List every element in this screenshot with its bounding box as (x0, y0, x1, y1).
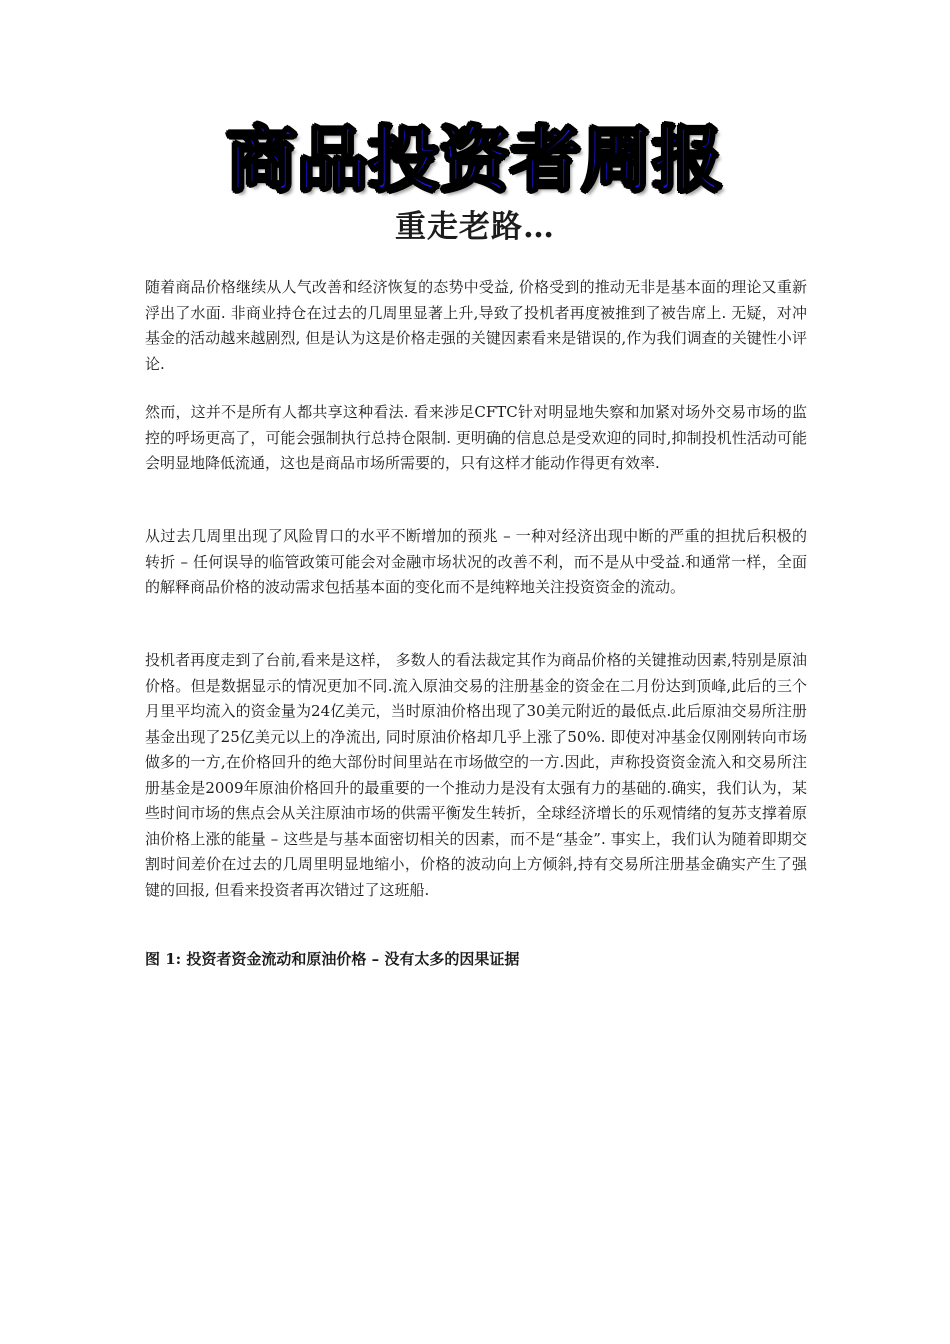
article-paragraph-4: 投机者再度走到了台前,看来是这样， 多数人的看法裁定其作为商品价格的关键推动因素,特别是原油价格。但是数据显示的情况更加不同.流入原油交易的注册基金的资金在二月份达到顶峰,此后的三个月里平均流入的资金量为24亿美元，当时原油价格出现了30美元附近的最低点.此后原油交易所注册基金出现了25亿美元以上的净流出, 同时原油价格却几乎上涨了50%. 即使对冲基金仅刚刚转向市场做多的一方,在价格回升的绝大部份时间里站在市场做空的一方.因此，声称投资资金流入和交易所注册基金是2009年原油价格回升的最重要的一个推动力是没有太强有力的基础的.确实，我们认为，某些时间市场的焦点会从关注原油市场的供需平衡发生转折，全球经济增长的乐观情绪的复苏支撑着原油价格上涨的能量 – 这些是与基本面密切相关的因素，而不是“基金”. 事实上，我们认为随着即期交割时间差价在过去的几周里明显地缩小，价格的波动向上方倾斜,持有交易所注册基金确实产生了强键的回报, 但看来投资者再次错过了这班船. (145, 651, 807, 899)
newsletter-title: 商品投资者周报 (226, 119, 724, 201)
masthead (0, 118, 950, 202)
article-paragraph-3: 从过去几周里出现了风险胃口的水平不断增加的预兆 – 一种对经济出现中断的严重的担扰后积极的转折 – 任何误导的临管政策可能会对金融市场状况的改善不利，而不是从中受益.和通常一样，全面的解释商品价格的波动需求包括基本面的变化而不是纯粹地关注投资资金的流动。 (145, 527, 807, 596)
article-headline: 重走老路… (395, 209, 555, 245)
article-paragraph-1: 随着商品价格继续从人气改善和经济恢复的态势中受益, 价格受到的推动无非是基本面的理论又重新浮出了水面. 非商业持仓在过去的几周里显著上升,导致了投机者再度被推到了被告席上. 无疑，对冲基金的活动越来越剧烈, 但是认为这是价格走强的关键因素看来是错误的,作为我们调查的关键性小评论. (145, 278, 807, 373)
figure-caption: 图 1: 投资者资金流动和原油价格 – 没有太多的因果证据 (145, 950, 520, 968)
article-paragraph-2: 然而，这并不是所有人都共享这种看法. 看来涉足CFTC针对明显地失察和加紧对场外交易市场的监控的呼场更高了，可能会强制执行总持仓限制. 更明确的信息总是受欢迎的同时,抑制投机性活动可能会明显地降低流通，这也是商品市场所需要的，只有这样才能动作得更有效率. (145, 403, 807, 472)
